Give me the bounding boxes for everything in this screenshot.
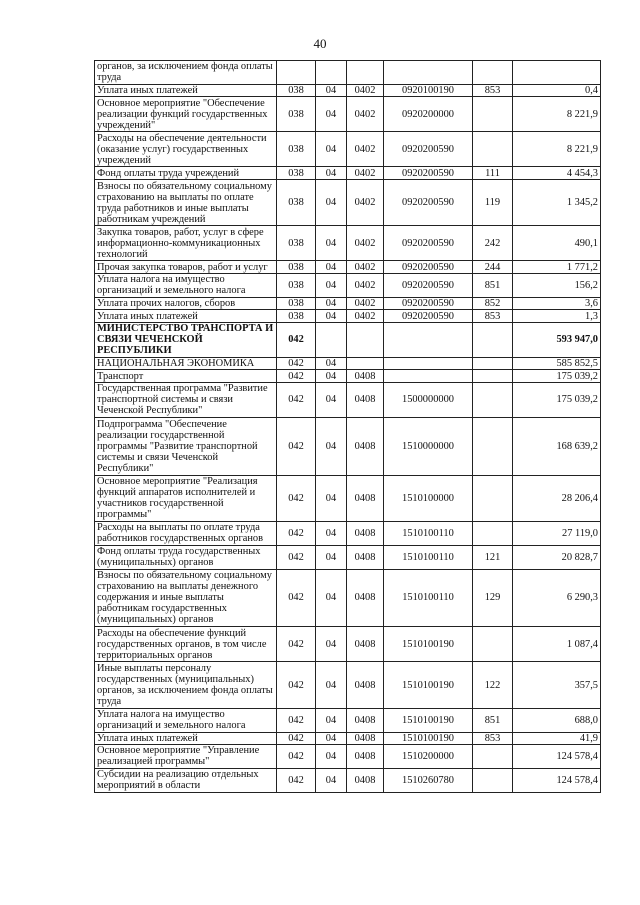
amount: 156,2 [513, 273, 601, 297]
row-name: Государственная программа "Развитие транспортной системы и связи Чеченской Республики" [95, 382, 277, 417]
subsection-code [347, 357, 384, 370]
amount: 27 119,0 [513, 522, 601, 546]
subsection-code: 0408 [347, 745, 384, 769]
section-code: 04 [316, 569, 347, 627]
amount: 28 206,4 [513, 475, 601, 521]
target-article-code [384, 322, 473, 357]
expense-type-code [473, 768, 513, 792]
target-article-code: 1510100190 [384, 627, 473, 662]
expense-type-code [473, 370, 513, 383]
section-code: 04 [316, 179, 347, 225]
section-code: 04 [316, 417, 347, 475]
section-code: 04 [316, 475, 347, 521]
subsection-code: 0402 [347, 261, 384, 274]
section-code: 04 [316, 662, 347, 708]
ministry-code: 042 [277, 417, 316, 475]
section-code [316, 322, 347, 357]
ministry-code: 038 [277, 97, 316, 132]
target-article-code: 1500000000 [384, 382, 473, 417]
subsection-code: 0408 [347, 732, 384, 745]
row-name: Иные выплаты персоналу государственных (муниципальных) органов, за исключением фонда оплаты труда [95, 662, 277, 708]
table-row [95, 522, 601, 546]
ministry-code: 038 [277, 132, 316, 167]
target-article-code [384, 370, 473, 383]
target-article-code: 1510100110 [384, 569, 473, 627]
row-name: Основное мероприятие "Обеспечение реализации функций государственных учреждений" [95, 97, 277, 132]
amount: 490,1 [513, 226, 601, 261]
ministry-code: 038 [277, 310, 316, 323]
amount: 1 087,4 [513, 627, 601, 662]
subsection-code: 0402 [347, 132, 384, 167]
section-code: 04 [316, 310, 347, 323]
amount: 3,6 [513, 297, 601, 310]
subsection-code: 0408 [347, 545, 384, 569]
table-row [95, 745, 601, 769]
target-article-code: 0920200590 [384, 132, 473, 167]
section-code: 04 [316, 708, 347, 732]
amount: 1,3 [513, 310, 601, 323]
table-row [95, 357, 601, 370]
section-code: 04 [316, 382, 347, 417]
target-article-code: 0920200590 [384, 167, 473, 180]
ministry-code: 042 [277, 662, 316, 708]
amount: 41,9 [513, 732, 601, 745]
expense-type-code: 851 [473, 273, 513, 297]
subsection-code [347, 61, 384, 85]
expense-type-code: 851 [473, 708, 513, 732]
expense-type-code: 244 [473, 261, 513, 274]
amount: 4 454,3 [513, 167, 601, 180]
target-article-code: 1510100190 [384, 662, 473, 708]
amount: 6 290,3 [513, 569, 601, 627]
table-row [95, 179, 601, 225]
ministry-code: 038 [277, 226, 316, 261]
ministry-code: 042 [277, 522, 316, 546]
expense-type-code: 853 [473, 310, 513, 323]
section-code: 04 [316, 84, 347, 97]
table-row [95, 167, 601, 180]
ministry-code: 042 [277, 745, 316, 769]
target-article-code: 0920200590 [384, 310, 473, 323]
target-article-code: 1510260780 [384, 768, 473, 792]
table-row [95, 84, 601, 97]
target-article-code [384, 61, 473, 85]
target-article-code [384, 357, 473, 370]
expense-type-code [473, 61, 513, 85]
expense-type-code [473, 475, 513, 521]
subsection-code: 0402 [347, 310, 384, 323]
row-name: Основное мероприятие "Реализация функций аппаратов исполнителей и участников государственной программы" [95, 475, 277, 521]
section-code: 04 [316, 97, 347, 132]
table-row [95, 417, 601, 475]
subsection-code: 0402 [347, 179, 384, 225]
target-article-code: 1510100000 [384, 475, 473, 521]
subsection-code: 0408 [347, 522, 384, 546]
section-code: 04 [316, 627, 347, 662]
row-name: Транспорт [95, 370, 277, 383]
section-code: 04 [316, 732, 347, 745]
target-article-code: 0920200590 [384, 273, 473, 297]
expense-type-code: 119 [473, 179, 513, 225]
ministry-code: 038 [277, 179, 316, 225]
section-code: 04 [316, 167, 347, 180]
table-row [95, 261, 601, 274]
ministry-code: 042 [277, 475, 316, 521]
subsection-code: 0408 [347, 662, 384, 708]
subsection-code [347, 322, 384, 357]
subsection-code: 0408 [347, 382, 384, 417]
table-row [95, 627, 601, 662]
ministry-code: 042 [277, 370, 316, 383]
expense-type-code [473, 627, 513, 662]
amount: 175 039,2 [513, 382, 601, 417]
row-name: Закупка товаров, работ, услуг в сфере информационно-коммуникационных технологий [95, 226, 277, 261]
target-article-code: 1510100110 [384, 522, 473, 546]
ministry-code: 042 [277, 545, 316, 569]
expense-type-code: 129 [473, 569, 513, 627]
amount: 168 639,2 [513, 417, 601, 475]
table-row [95, 297, 601, 310]
row-name: Взносы по обязательному социальному страхованию на выплаты денежного содержания и иные выплаты работникам государственных (муниципальных) органов [95, 569, 277, 627]
section-code: 04 [316, 132, 347, 167]
subsection-code: 0408 [347, 627, 384, 662]
row-name: Расходы на обеспечение деятельности (оказание услуг) государственных учреждений [95, 132, 277, 167]
row-name: Субсидии на реализацию отдельных мероприятий в области [95, 768, 277, 792]
subsection-code: 0408 [347, 475, 384, 521]
subsection-code: 0402 [347, 167, 384, 180]
ministry-code [277, 61, 316, 85]
row-name: Уплата налога на имущество организаций и земельного налога [95, 708, 277, 732]
expense-type-code [473, 745, 513, 769]
amount: 124 578,4 [513, 768, 601, 792]
expense-type-code: 853 [473, 732, 513, 745]
row-name: Взносы по обязательному социальному страхованию на выплаты по оплате труда работников и иные выплаты работникам учреждений [95, 179, 277, 225]
table-row [95, 310, 601, 323]
subsection-code: 0402 [347, 226, 384, 261]
amount: 20 828,7 [513, 545, 601, 569]
budget-table [94, 60, 601, 793]
subsection-code: 0408 [347, 768, 384, 792]
amount: 8 221,9 [513, 97, 601, 132]
row-name: Уплата иных платежей [95, 84, 277, 97]
amount: 8 221,9 [513, 132, 601, 167]
subsection-code: 0402 [347, 273, 384, 297]
target-article-code: 1510100190 [384, 732, 473, 745]
section-code: 04 [316, 273, 347, 297]
target-article-code: 1510200000 [384, 745, 473, 769]
subsection-code: 0408 [347, 417, 384, 475]
target-article-code: 1510100190 [384, 708, 473, 732]
target-article-code: 0920100190 [384, 84, 473, 97]
row-name: Уплата иных платежей [95, 310, 277, 323]
amount: 1 345,2 [513, 179, 601, 225]
amount: 0,4 [513, 84, 601, 97]
amount: 688,0 [513, 708, 601, 732]
section-code: 04 [316, 745, 347, 769]
target-article-code: 0920200590 [384, 179, 473, 225]
row-name: Фонд оплаты труда государственных (муниципальных) органов [95, 545, 277, 569]
row-name: Фонд оплаты труда учреждений [95, 167, 277, 180]
expense-type-code: 122 [473, 662, 513, 708]
table-row [95, 475, 601, 521]
table-row [95, 382, 601, 417]
expense-type-code [473, 357, 513, 370]
ministry-code: 042 [277, 357, 316, 370]
table-row [95, 768, 601, 792]
expense-type-code [473, 132, 513, 167]
row-name: МИНИСТЕРСТВО ТРАНСПОРТА И СВЯЗИ ЧЕЧЕНСКОЙ РЕСПУБЛИКИ [95, 322, 277, 357]
ministry-code: 038 [277, 261, 316, 274]
ministry-code: 038 [277, 167, 316, 180]
amount: 1 771,2 [513, 261, 601, 274]
ministry-code: 042 [277, 382, 316, 417]
target-article-code: 1510000000 [384, 417, 473, 475]
row-name: НАЦИОНАЛЬНАЯ ЭКОНОМИКА [95, 357, 277, 370]
amount [513, 61, 601, 85]
row-name: Расходы на обеспечение функций государственных органов, в том числе территориальных органов [95, 627, 277, 662]
ministry-code: 042 [277, 627, 316, 662]
row-name: Прочая закупка товаров, работ и услуг [95, 261, 277, 274]
table-row [95, 273, 601, 297]
target-article-code: 0920200590 [384, 226, 473, 261]
expense-type-code [473, 522, 513, 546]
section-code: 04 [316, 261, 347, 274]
expense-type-code: 111 [473, 167, 513, 180]
section-code: 04 [316, 370, 347, 383]
target-article-code: 1510100110 [384, 545, 473, 569]
ministry-code: 042 [277, 322, 316, 357]
subsection-code: 0402 [347, 84, 384, 97]
table-row [95, 132, 601, 167]
row-name: Уплата прочих налогов, сборов [95, 297, 277, 310]
amount: 585 852,5 [513, 357, 601, 370]
budget-table-body [95, 61, 601, 793]
expense-type-code [473, 417, 513, 475]
row-name: Подпрограмма "Обеспечение реализации государственной программы "Развитие транспортной системы и связи Чеченской Республики" [95, 417, 277, 475]
table-row [95, 61, 601, 85]
expense-type-code: 242 [473, 226, 513, 261]
table-row [95, 708, 601, 732]
section-code [316, 61, 347, 85]
subsection-code: 0402 [347, 97, 384, 132]
subsection-code: 0402 [347, 297, 384, 310]
ministry-code: 042 [277, 569, 316, 627]
subsection-code: 0408 [347, 569, 384, 627]
expense-type-code: 853 [473, 84, 513, 97]
amount: 357,5 [513, 662, 601, 708]
section-code: 04 [316, 522, 347, 546]
row-name: Уплата иных платежей [95, 732, 277, 745]
row-name: Расходы на выплаты по оплате труда работников государственных органов [95, 522, 277, 546]
expense-type-code [473, 382, 513, 417]
amount: 593 947,0 [513, 322, 601, 357]
table-row [95, 322, 601, 357]
expense-type-code [473, 322, 513, 357]
expense-type-code: 852 [473, 297, 513, 310]
expense-type-code: 121 [473, 545, 513, 569]
target-article-code: 0920200000 [384, 97, 473, 132]
amount: 124 578,4 [513, 745, 601, 769]
expense-type-code [473, 97, 513, 132]
ministry-code: 038 [277, 84, 316, 97]
ministry-code: 042 [277, 768, 316, 792]
ministry-code: 042 [277, 708, 316, 732]
table-row [95, 97, 601, 132]
target-article-code: 0920200590 [384, 297, 473, 310]
table-row [95, 662, 601, 708]
section-code: 04 [316, 768, 347, 792]
row-name: Уплата налога на имущество организаций и земельного налога [95, 273, 277, 297]
table-row [95, 569, 601, 627]
table-row [95, 226, 601, 261]
row-name: органов, за исключением фонда оплаты труда [95, 61, 277, 85]
section-code: 04 [316, 357, 347, 370]
section-code: 04 [316, 297, 347, 310]
table-row [95, 545, 601, 569]
subsection-code: 0408 [347, 708, 384, 732]
section-code: 04 [316, 226, 347, 261]
subsection-code: 0408 [347, 370, 384, 383]
ministry-code: 038 [277, 273, 316, 297]
amount: 175 039,2 [513, 370, 601, 383]
ministry-code: 038 [277, 297, 316, 310]
page-number: 40 [313, 36, 327, 51]
table-row [95, 732, 601, 745]
table-row [95, 370, 601, 383]
row-name: Основное мероприятие "Управление реализацией программы" [95, 745, 277, 769]
target-article-code: 0920200590 [384, 261, 473, 274]
ministry-code: 042 [277, 732, 316, 745]
section-code: 04 [316, 545, 347, 569]
